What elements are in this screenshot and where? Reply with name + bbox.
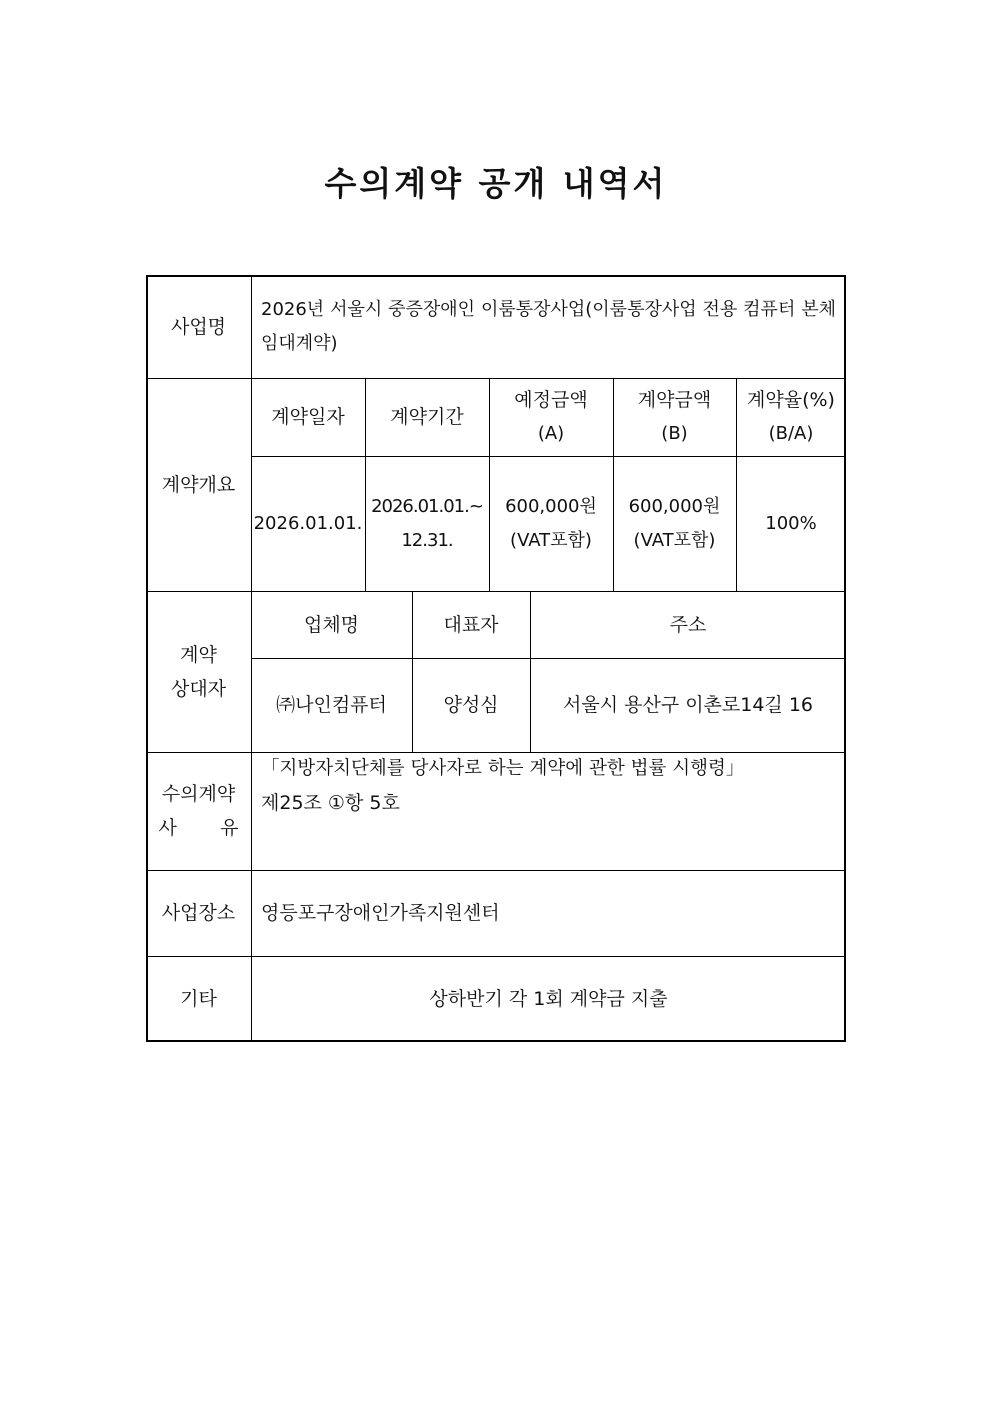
value-contract-period-end: 12.31. <box>401 529 453 551</box>
header-planned-amount <box>489 378 613 456</box>
value-contract-amount-note: (VAT포함) <box>633 529 716 551</box>
header-contract-date: 계약일자 <box>271 406 345 428</box>
page-title: 수의계약 공개 내역서 <box>324 164 668 203</box>
header-contract-amount-sub: (B) <box>661 423 688 444</box>
value-contract-date: 2026.01.01. <box>253 512 363 534</box>
location-value: 영등포구장애인가족지원센터 <box>261 902 500 924</box>
reason-label-line2-b: 유 <box>220 817 239 839</box>
counterparty-label-line2: 상대자 <box>170 677 227 700</box>
value-planned-amount-note: (VAT포함) <box>510 529 592 551</box>
header-contract-amount <box>613 378 736 456</box>
header-company: 업체명 <box>303 613 360 636</box>
value-contract-rate: 100% <box>765 512 817 534</box>
header-contract-amount-label: 계약금액 <box>637 389 712 411</box>
reason-line2: 제25조 ①항 5호 <box>261 792 400 814</box>
business-name-label: 사업명 <box>170 315 227 338</box>
header-planned-amount-label: 예정금액 <box>514 389 588 411</box>
header-contract-period: 계약기간 <box>390 406 464 428</box>
business-name-value <box>251 275 846 378</box>
reason-value <box>251 752 846 870</box>
header-contract-rate-sub: (B/A) <box>768 423 814 444</box>
counterparty-label <box>146 591 251 752</box>
value-contract-amount <box>613 456 736 591</box>
value-planned-amount-number: 600,000원 <box>505 495 597 517</box>
business-name-text: 2026년 서울시 중증장애인 이룸통장사업(이룸통장사업 전용 컴퓨터 본체 임대계약) <box>261 298 836 354</box>
reason-line1: 「지방자치단체를 당사자로 하는 계약에 관한 법률 시행령」 <box>261 758 745 779</box>
value-planned-amount <box>489 456 613 591</box>
value-company: ㈜나인컴퓨터 <box>276 694 387 716</box>
value-contract-period <box>365 456 489 591</box>
location-label: 사업장소 <box>161 902 236 924</box>
counterparty-label-line1: 계약 <box>180 643 217 666</box>
header-representative: 대표자 <box>443 613 499 636</box>
etc-label: 기타 <box>180 988 217 1010</box>
value-address: 서울시 용산구 이촌로14길 16 <box>562 694 813 716</box>
reason-label-line2-a: 사 <box>158 817 177 839</box>
header-contract-rate-label: 계약율(%) <box>747 389 835 411</box>
value-contract-period-start: 2026.01.01.~ <box>371 495 483 517</box>
reason-label-line1: 수의계약 <box>161 783 236 805</box>
value-representative: 양성심 <box>443 694 499 716</box>
header-address: 주소 <box>669 613 707 636</box>
etc-value: 상하반기 각 1회 계약금 지출 <box>429 988 668 1010</box>
value-contract-amount-number: 600,000원 <box>628 495 721 517</box>
header-planned-amount-sub: (A) <box>537 423 565 444</box>
reason-label <box>146 752 251 870</box>
contract-overview-label: 계약개요 <box>161 473 236 496</box>
reason-label-line2 <box>159 811 239 845</box>
header-contract-rate <box>736 378 846 456</box>
